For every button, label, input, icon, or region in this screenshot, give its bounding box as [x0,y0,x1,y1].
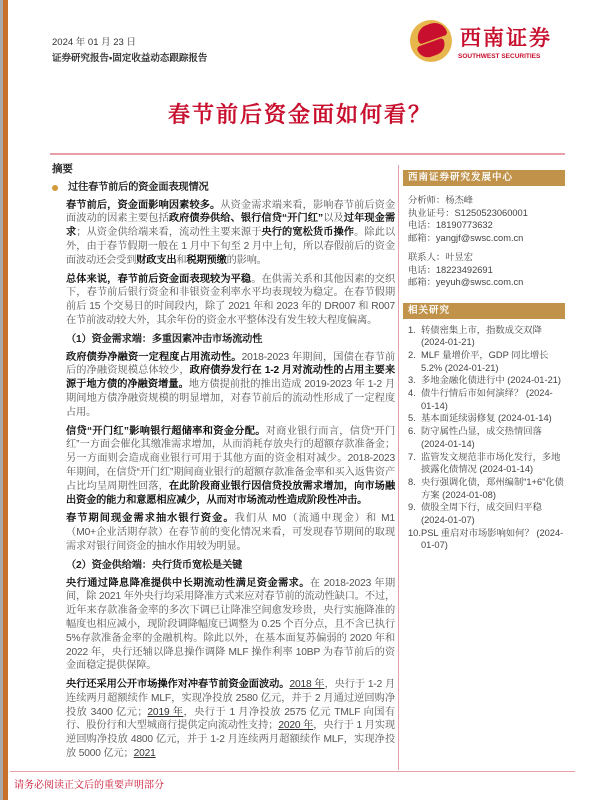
bold-text: 央行通过降息降准提供中长期流动性满足资金需求。 [66,577,310,589]
item-number: 10. [408,527,421,538]
text-run: 我们从 M0（流通中现金）和 M1（M0+企业活期存款）在春节前的变化情况来看，可发现春节期间的取现需求对银行间资金的抽水作用较为明显。 [66,513,395,552]
bold-text: 政府债券净融资一定程度占用流动性。 [66,351,242,363]
contact-line: 电话：18223492691 [408,264,493,275]
contact-gap [408,244,565,251]
contact-line: 邮箱：yangjf@swsc.com.cn [408,232,524,243]
sidebar [403,170,565,552]
research-center-header: 西南证券研究发展中心 [403,170,565,186]
bold-text: 信贷“开门红”影响银行超储率和资金分配。 [66,425,266,437]
related-research-item[interactable] [408,476,565,501]
underlined-text: 2019 年 [147,706,184,718]
text-run: 以及 [323,213,344,225]
item-number: 9. [408,502,416,513]
item-title[interactable]: 债股全周下行，成交回归平稳 (2024-01-07) [421,502,542,526]
text-run: 地方债提前批的推出造成 2019-2023 年 1-2 月期间地方债净融资规模的明显增加，对春节前后的流动性形成了一定程度占用。 [66,379,395,418]
text-run: 2018-2023 年期间，国债在春节前后的净融资规模总体较少， [66,351,395,377]
column-divider [398,165,399,770]
paragraph [66,512,395,553]
item-number: 8. [408,476,416,487]
bold-text: 央行还采用公开市场操作对冲春节前资金面波动。 [66,679,290,691]
bold-text: 政府债券供给、银行信贷“开门红” [168,213,323,225]
item-title[interactable]: 多地金融化债进行中 (2024-01-21) [421,375,562,386]
bold-text: 在此阶段商业银行因信贷投放需求增加，向市场融出资金的能力和意愿相应减少，从而对市场流动性造成阶段性冲击。 [66,480,395,506]
summary-body [52,199,395,761]
underlined-text: 2020 年 [278,720,314,732]
item-title[interactable]: 央行强调化债，郑州编制“1+6”化债方案 (2024-01-08) [421,476,564,500]
item-number: 1. [408,324,416,335]
text-run: 从资金需求端来看，影响春节前后资金面波动的因素主要包括 [66,199,396,225]
subheading: （2）资金供给端：央行货币宽松是关键 [66,559,243,571]
related-research-item[interactable] [408,387,565,412]
paragraph [66,273,395,328]
text-run: 在 2018-2023 年期间，除 2021 年外央行均采用降准方式来应对春节前的流动性缺口。不过，近年来存款准备金率的多次下调已让降准空间愈发珍贵，央行实施降准的幅度也相应减小，现阶段调降幅度已调整为 0.25 个百分点，且不含已执行 5%存款准备金率的金融机构。除此以外，在基本面复苏偏弱的 2020 年和 2022 年，央行还辅以降息操作调降 MLF 操作利率 10BP 为春节前后的资金面稳定提供保障。 [66,577,395,672]
text-run: 。除此以外，由于春节假期一般在 1 月中下旬至 2 月中上旬，所以春假前后的资金面波动还会受到 [66,227,395,266]
footer-divider [10,771,575,772]
paragraph [66,425,395,508]
logo-cn-text: 西南证券 [460,25,552,50]
item-number: 4. [408,388,416,399]
paragraph [66,199,395,268]
subheading: （1）资金需求端：多重因素冲击市场流动性 [66,333,263,345]
text-run: ；从资金供给端来看，流动性主要来源于 [76,227,262,239]
summary-label: 摘要 [52,163,73,175]
item-title[interactable]: 监管发文规范非市场化发行，多地披露化债情况 (2024-01-14) [421,451,561,475]
text-run: 。在供需关系和其他因素的交织下，春节前后银行资金和非银资金利率水平均表现较为稳定。在春节假期前后 15 个交易日的时间段内，除了 2021 年和 2023 年的 DR007 和 R007 在节前波动较大外，其余年份的资金水平整体没有发生较大程度偏离。 [66,273,395,326]
report-meta [52,35,207,67]
bold-text: 财政支出 [136,254,177,266]
item-number: 6. [408,426,416,437]
report-title: 春节前后资金面如何看？ [167,102,432,128]
contact-list [403,186,565,289]
item-number: 5. [408,413,416,424]
bold-text: 央行的宽松货币操作 [261,227,355,239]
underlined-text: 2021 [133,748,156,760]
item-title[interactable]: 基本面延续弱修复 (2024-01-14) [421,413,552,424]
paragraph [66,577,395,674]
related-research-item[interactable] [408,527,565,552]
related-research-item[interactable] [408,425,565,450]
item-title[interactable]: 债牛行情后市如何演绎？ (2024-01-14) [421,388,553,411]
text-run: ，央行于 1 月实现逆回购净投放 4800 亿元，并于 1-2 月连续两月超额续作 MLF，实现净投放 5000 亿元； [66,720,395,760]
contact-line: 电话：18190773632 [408,220,493,230]
related-research-item[interactable] [408,349,565,374]
text-run: ，央行于 1 月净投放 2575 亿元 TMLF 向国有行、股份行和大型城商行提供定向流动性支持； [66,706,395,732]
report-type: 证券研究报告•固定收益动态跟踪报告 [52,53,208,64]
bold-text: 春节前后，资金面影响因素较多。 [66,199,221,211]
report-date: 2024 年 01 月 23 日 [52,37,136,48]
bold-text: 政府债券发行在 1-2 月对流动性的占用主要来源于地方债的净融资增量。 [66,365,395,391]
item-title[interactable]: PSL 重启对市场影响如何？ (2024-01-07) [421,527,564,551]
contact-line: 分析师：杨杰峰 [408,195,474,205]
bullet-text: 过往春节前后的资金面表现情况 [68,181,209,193]
item-title[interactable]: 防守属性凸显，成交热情回落 (2024-01-14) [421,426,542,449]
related-research-item[interactable] [408,374,565,387]
bold-text: 过年现金需求 [66,213,396,239]
footer-disclaimer: 请务必阅读正文后的重要声明部分 [14,780,164,791]
bullet-dot-icon [52,185,58,191]
summary-section [52,163,395,766]
related-research-list [403,319,565,553]
text-run: 对商业银行而言，信贷“开门红”一方面会催化其缴准需求增加，从而消耗存放央行的超额存款准备金；另一方面则会造成商业银行可用于其他方面的资金相对减少。2018-2023 年期间，在信贷“开门红”期间商业银行的超额存款准备金率和买入返售资产占比均呈周期性回落， [66,425,395,492]
related-research-item[interactable] [408,451,565,476]
text-run: 的影响。 [226,254,267,266]
underlined-text: 2018 年 [289,679,325,691]
logo-en-text: SOUTHWEST SECURITIES [458,53,541,60]
item-number: 3. [408,375,416,386]
contact-line: 联系人：叶昱宏 [408,252,474,262]
related-research-item[interactable] [408,324,565,349]
logo-emblem-icon [410,20,452,62]
text-run: ，央行于 1-2 月连续两月超额续作 MLF，实现净投放 2580 亿元，并于 2 月通过逆回购净投放 3400 亿元； [66,679,396,718]
bold-text: 税期预缴 [186,254,227,266]
item-number: 2. [408,349,416,360]
contact-line: 邮箱：yeyuh@swsc.com.cn [408,277,524,287]
related-research-header: 相关研究 [403,303,565,319]
text-run: 和 [176,254,187,266]
item-title[interactable]: 转债密集上市，指数成交双降 (2024-01-21) [421,324,542,348]
related-research-item[interactable] [408,501,565,526]
company-logo [410,20,560,66]
bold-text: 春节期间现金需求抽水银行资金。 [66,513,235,525]
header-divider [50,153,565,155]
summary-bullet [52,181,395,195]
bold-text: 总体来说，春节前后资金面表现较为平稳 [66,273,252,285]
item-number: 7. [408,451,416,462]
item-title[interactable]: MLF 量增价平，GDP 同比增长 5.2% (2024-01-21) [421,349,549,373]
paragraph [66,351,395,420]
contact-line: 执业证号：S1250523060001 [408,207,528,218]
related-research-item[interactable] [408,412,565,425]
paragraph [66,678,395,761]
